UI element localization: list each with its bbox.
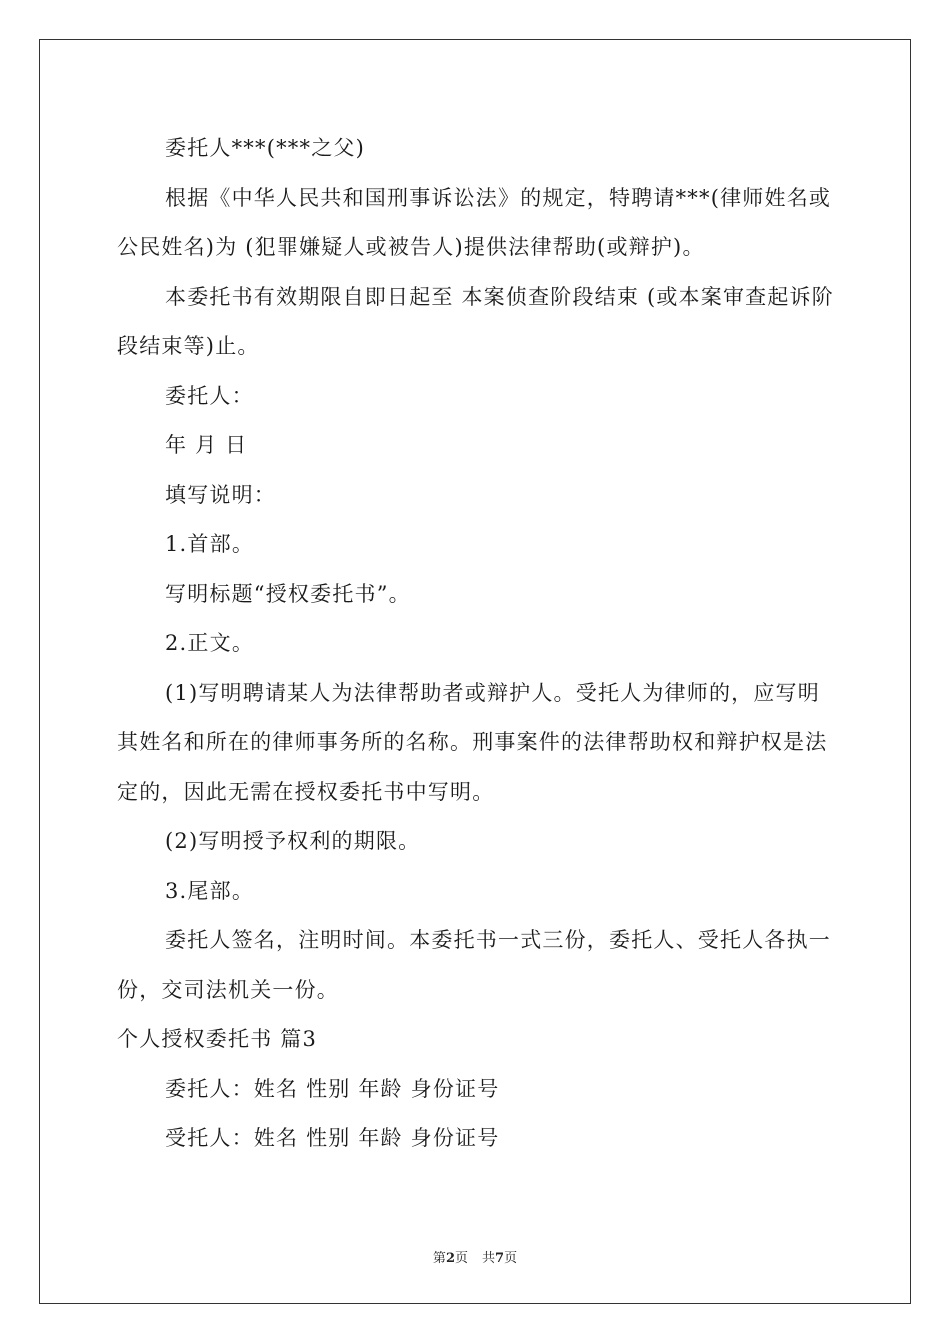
- page-current-number: 2: [445, 1251, 455, 1266]
- paragraph-section-2: 2.正文。: [165, 631, 255, 655]
- page-suffix: 页: [454, 1251, 468, 1266]
- paragraph-item-1: (1)写明聘请某人为法律帮助者或辩护人。受托人为律师的，应写明其姓名和所在的律师事务所的名称。刑事案件的法律帮助权和辩护权是法定的，因此无需在授权委托书中写明。: [117, 680, 828, 804]
- paragraph-trustee-fields: 受托人：姓名 性别 年龄 身份证号: [165, 1126, 500, 1150]
- page-total-number: 7: [495, 1251, 505, 1266]
- total-suffix: 页: [504, 1251, 518, 1266]
- document-body: [117, 124, 835, 1164]
- total-prefix: 共: [482, 1251, 496, 1266]
- paragraph-validity-period: 本委托书有效期限自即日起至 本案侦查阶段结束 (或本案审查起诉阶段结束等)止。: [117, 284, 834, 358]
- paragraph-item-2: (2)写明授予权利的期限。: [165, 829, 421, 853]
- paragraph-legal-basis: 根据《中华人民共和国刑事诉讼法》的规定，特聘请***(律师姓名或公民姓名)为 (犯罪嫌疑人或被告人)提供法律帮助(或辩护)。: [117, 185, 832, 259]
- paragraph-client-signature: 委托人：: [165, 383, 254, 408]
- paragraph-instructions-heading: 填写说明：: [165, 482, 276, 507]
- paragraph-section-3: 3.尾部。: [165, 878, 255, 903]
- paragraph-date: 年 月 日: [165, 433, 248, 457]
- paragraph-title-note: 写明标题“授权委托书”。: [165, 581, 411, 606]
- page-prefix: 第: [432, 1251, 446, 1266]
- page-footer: [0, 1247, 950, 1266]
- paragraph-section-1: 1.首部。: [165, 532, 255, 556]
- section-heading-part-3: 个人授权委托书 篇3: [117, 1027, 318, 1051]
- paragraph-client-fields: 委托人：姓名 性别 年龄 身份证号: [165, 1076, 500, 1101]
- paragraph-signature-note: 委托人签名，注明时间。本委托书一式三份，委托人、受托人各执一份，交司法机关一份。: [117, 928, 831, 1002]
- paragraph-client: 委托人***(***之父): [165, 136, 365, 160]
